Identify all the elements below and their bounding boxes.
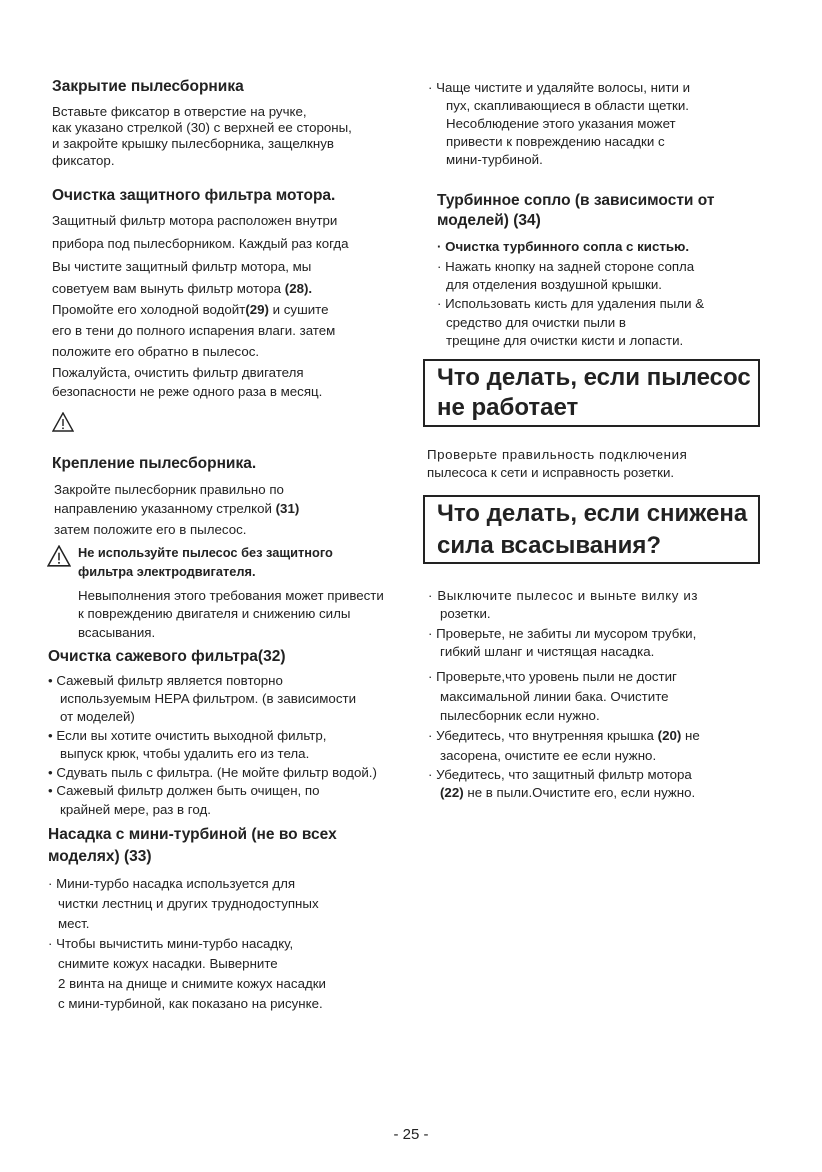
text-line: мест. — [58, 916, 90, 931]
ref-number: (22) — [440, 785, 464, 800]
text: и сушите — [268, 302, 329, 317]
text-line: розетки. — [440, 606, 491, 621]
heading-mini-turbo: Насадка с мини-турбиной (не во всех — [48, 826, 337, 843]
warning-triangle-icon — [47, 545, 71, 567]
list-item: • Сдувать пыль с фильтра. (Не мойте фильтр водой.) — [48, 765, 377, 780]
text-line: засорена, очистите ее если нужно. — [440, 748, 657, 763]
warning-text: фильтра электродвигателя. — [78, 564, 256, 579]
text-line: снимите кожух насадки. Выверните — [58, 956, 278, 971]
list-item: • Сажевый фильтр должен быть очищен, по — [48, 783, 320, 798]
heading-motor-filter: Очистка защитного фильтра мотора. — [52, 187, 336, 204]
text: Промойте его холодной водойт — [52, 302, 246, 317]
ref-number: (29) — [245, 302, 269, 317]
text-line: Невыполнения этого требования может привести — [78, 588, 384, 603]
list-item — [428, 728, 700, 744]
ref-number: (20) — [657, 728, 682, 743]
text: советуем вам вынуть фильтр мотора — [52, 281, 285, 296]
text-line — [54, 501, 299, 517]
text-line: крайней мере, раз в год. — [60, 802, 211, 817]
text-line: Защитный фильтр мотора расположен внутри — [52, 213, 338, 228]
text-line: к повреждению двигателя и снижению силы — [78, 606, 351, 621]
text-line: Несоблюдение этого указания может — [446, 116, 676, 131]
heading-mounting: Крепление пылесборника. — [52, 455, 257, 472]
list-item: · Проверьте, не забиты ли мусором трубки, — [428, 626, 697, 641]
text-line: пылесоса к сети и исправность розетки. — [427, 465, 675, 480]
ref-number: (28). — [284, 281, 313, 296]
heading-turbo-nozzle: Турбинное сопло (в зависимости от — [437, 192, 715, 209]
text-line — [440, 785, 695, 801]
text-line: Проверьте правильность подключения — [427, 447, 688, 462]
text-line: и закройте крышку пылесборника, защелкнув — [52, 136, 334, 151]
ref-number: (31) — [275, 501, 300, 516]
text-line: гибкий шланг и чистящая насадка. — [440, 644, 655, 659]
warning-text: Не используйте пылесос без защитного — [78, 545, 333, 560]
heading-turbo-nozzle: моделей) (34) — [437, 212, 541, 229]
text-line: всасывания. — [78, 625, 156, 640]
text: не в пыли.Очистите его, если нужно. — [463, 785, 696, 800]
list-item: • Если вы хотите очистить выходной фильтр, — [48, 728, 327, 743]
text-line: для отделения воздушной крышки. — [446, 277, 662, 292]
text-line: фиксатор. — [52, 153, 115, 168]
text-line: чистки лестниц и других труднодоступных — [58, 896, 319, 911]
text-line: Закройте пылесборник правильно по — [54, 482, 284, 497]
text-line: пух, скапливающиеся в области щетки. — [446, 98, 689, 113]
list-item: • Сажевый фильтр является повторно — [48, 673, 283, 688]
text-line: Вы чистите защитный фильтр мотора, мы — [52, 259, 312, 274]
heading-mini-turbo: моделях) (33) — [48, 848, 152, 865]
list-item: · Чаще чистите и удаляйте волосы, нити и — [428, 80, 691, 95]
text-line: выпуск крюк, чтобы удалить его из тела. — [60, 746, 310, 761]
text-line: Пожалуйста, очистить фильтр двигателя — [52, 365, 304, 380]
list-item: · Мини-турбо насадка используется для — [48, 876, 296, 891]
text-line: максимальной линии бака. Очистите — [440, 689, 669, 704]
text-line: используемым HEPA фильтром. (в зависимости — [60, 691, 356, 706]
text-line — [52, 281, 312, 297]
text: направлению указанному стрелкой — [54, 501, 276, 516]
text-line: трещине для очистки кисти и лопасти. — [446, 333, 684, 348]
text-line: от моделей) — [60, 709, 135, 724]
text-line: затем положите его в пылесос. — [54, 522, 247, 537]
text-line: его в тени до полного испарения влаги. затем — [52, 323, 336, 338]
warning-triangle-icon — [52, 412, 74, 432]
text-line: как указано стрелкой (30) с верхней ее стороны, — [52, 120, 352, 135]
list-item: · Проверьте,что уровень пыли не достиг — [428, 669, 677, 684]
text: · Убедитесь, что внутренняя крышка — [428, 728, 658, 743]
text-line: пылесборник если нужно. — [440, 708, 600, 723]
list-item: · Нажать кнопку на задней стороне сопла — [437, 259, 695, 274]
text-line: 2 винта на днище и снимите кожух насадки — [58, 976, 326, 991]
text-line: прибора под пылесборником. Каждый раз когда — [52, 236, 349, 251]
text: не — [681, 728, 700, 743]
text-line: положите его обратно в пылесос. — [52, 344, 260, 359]
text-line: мини-турбиной. — [446, 152, 543, 167]
heading-closing: Закрытие пылесборника — [52, 78, 244, 95]
list-item: · Убедитесь, что защитный фильтр мотора — [428, 767, 692, 782]
text-line: привести к повреждению насадки с — [446, 134, 665, 149]
heading-low-suction: сила всасывания? — [437, 532, 662, 559]
text-line: средство для очистки пыли в — [446, 315, 626, 330]
heading-hepa: Очистка сажевого фильтра(32) — [48, 648, 286, 665]
text-line — [52, 302, 329, 318]
page-number: - 25 - — [393, 1126, 429, 1143]
heading-not-working: не работает — [437, 394, 579, 421]
text-line: с мини-турбиной, как показано на рисунке. — [58, 996, 323, 1011]
list-item: · Выключите пылесос и выньте вилку из — [428, 588, 699, 603]
list-item: · Использовать кисть для удаления пыли & — [437, 296, 705, 311]
heading-low-suction: Что делать, если снижена — [437, 500, 748, 527]
list-item: · Чтобы вычистить мини-турбо насадку, — [48, 936, 294, 951]
heading-not-working: Что делать, если пылесос — [437, 364, 751, 391]
text-line: безопасности не реже одного раза в месяц. — [52, 384, 323, 399]
text-line: Вставьте фиксатор в отверстие на ручке, — [52, 104, 307, 119]
list-item: · Очистка турбинного сопла с кистью. — [437, 239, 690, 254]
